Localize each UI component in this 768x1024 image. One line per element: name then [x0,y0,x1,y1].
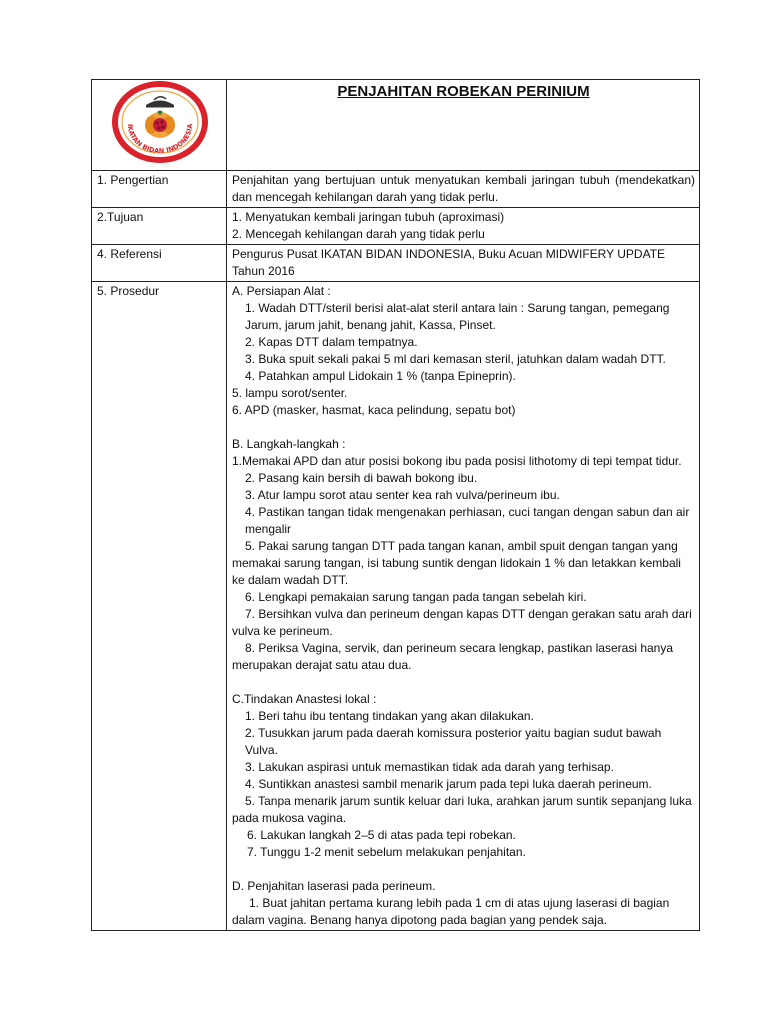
label-prosedur: 5. Prosedur [92,282,227,931]
section-d-heading: D. Penjahitan laserasi pada perineum. [232,879,436,893]
list-item: 4. Patahkan ampul Lidokain 1 % (tanpa Epineprin). [245,369,516,383]
list-item: 1.Memakai APD dan atur posisi bokong ibu pada posisi lithotomy di tepi tempat tidur. [232,454,682,468]
referensi-text: Pengurus Pusat IKATAN BIDAN INDONESIA, Buku Acuan MIDWIFERY UPDATE Tahun 2016 [232,247,666,278]
content-pengertian [227,171,700,208]
label-pengertian: 1. Pengertian [92,171,227,208]
logo-cell [92,80,227,171]
list-item: 7. Tunggu 1-2 menit sebelum melakukan penjahitan. [247,845,526,859]
list-item: 1. Beri tahu ibu tentang tindakan yang akan dilakukan. [245,709,534,723]
content-referensi [227,245,700,282]
sop-table [91,79,700,931]
title-cell [227,80,700,171]
header-row [92,80,700,171]
document-title: PENJAHITAN ROBEKAN PERINIUM [337,83,590,100]
list-item: 3. Buka spuit sekali pakai 5 ml dari kemasan steril, jatuhkan dalam wadah DTT. [245,352,666,366]
list-item: 1. Menyatukan kembali jaringan tubuh (aproximasi) [232,210,505,224]
section-c-heading: C.Tindakan Anastesi lokal : [232,692,377,706]
label-tujuan: 2.Tujuan [92,208,227,245]
list-item: 2. Pasang kain bersih di bawah bokong ibu. [245,471,478,485]
list-item: 5. Tanpa menarik jarum suntik keluar dari luka, arahkan jarum suntik sepanjang luka pada mukosa vagina. [232,794,692,825]
list-item: 1. Buat jahitan pertama kurang lebih pada 1 cm di atas ujung laserasi di bagian dalam vagina. Benang hanya dipotong pada bagian yang pendek saja. [232,896,670,927]
list-item: 7. Bersihkan vulva dan perineum dengan kapas DTT dengan gerakan satu arah dari vulva ke perineum. [232,607,692,638]
list-item: 2. Kapas DTT dalam tempatnya. [245,335,418,349]
content-tujuan [227,208,700,245]
ibi-logo [110,81,210,163]
list-item: 4. Pastikan tangan tidak mengenakan perhiasan, cuci tangan dengan sabun dan air mengalir [245,505,690,536]
section-b-heading: B. Langkah-langkah : [232,437,346,451]
section-a-heading: A. Persiapan Alat : [232,284,331,298]
svg-text:IKATAN BIDAN INDONESIA: IKATAN BIDAN INDONESIA [125,123,194,156]
list-item: 3. Lakukan aspirasi untuk memastikan tidak ada darah yang terhisap. [245,760,614,774]
pengertian-text: Penjahitan yang bertujuan untuk menyatukan kembali jaringan tubuh (mendekatkan) dan mencegah kehilangan darah yang tidak perlu. [232,173,695,204]
list-item: 6. Lakukan langkah 2–5 di atas pada tepi robekan. [247,828,516,842]
list-item: 5. lampu sorot/senter. [232,386,348,400]
content-prosedur [227,282,700,931]
list-item: 1. Wadah DTT/steril berisi alat-alat steril antara lain : Sarung tangan, pemegang Jarum, jarum jahit, benang jahit, Kassa, Pinset. [245,301,670,332]
list-item: 2. Tusukkan jarum pada daerah komissura posterior yaitu bagian sudut bawah Vulva. [245,726,662,757]
list-item: 8. Periksa Vagina, servik, dan perineum secara lengkap, pastikan laserasi hanya merupakan derajat satu atau dua. [232,641,674,672]
list-item: 5. Pakai sarung tangan DTT pada tangan kanan, ambil spuit dengan tangan yang memakai sarung tangan, isi tabung suntik dengan lidokain 1 % dan letakkan kembali ke dalam wadah DTT. [232,539,681,587]
row-prosedur [92,282,700,931]
row-referensi [92,245,700,282]
label-referensi: 4. Referensi [92,245,227,282]
list-item: 4. Suntikkan anastesi sambil menarik jarum pada tepi luka daerah perineum. [245,777,652,791]
row-tujuan [92,208,700,245]
list-item: 6. Lengkapi pemakaian sarung tangan pada tangan sebelah kiri. [245,590,587,604]
row-pengertian [92,171,700,208]
list-item: 2. Mencegah kehilangan darah yang tidak perlu [232,227,485,241]
list-item: 3. Atur lampu sorot atau senter kea rah vulva/perineum ibu. [245,488,560,502]
list-item: 6. APD (masker, hasmat, kaca pelindung, sepatu bot) [232,403,516,417]
